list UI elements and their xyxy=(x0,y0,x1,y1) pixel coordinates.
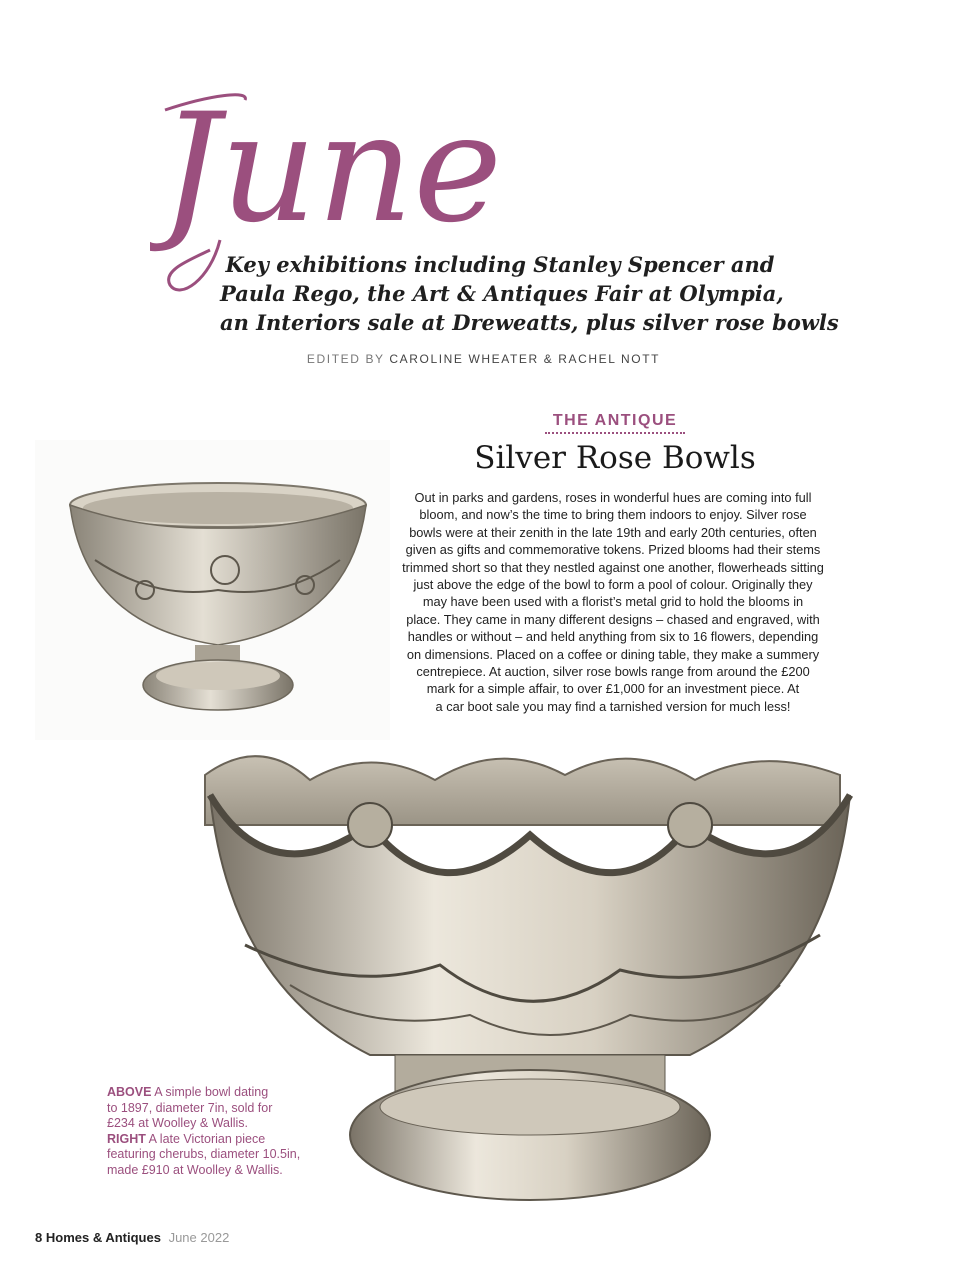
intro-deck xyxy=(220,250,839,337)
body-line: centrepiece. At auction, silver rose bowls range from around the £200 xyxy=(416,664,810,680)
issue-date: June 2022 xyxy=(168,1230,230,1245)
photo-simple-bowl xyxy=(35,440,390,740)
page-footer xyxy=(35,1230,229,1245)
magazine-name: Homes & Antiques xyxy=(45,1230,161,1245)
caption-text: to 1897, diameter 7in, sold for xyxy=(107,1100,273,1115)
byline xyxy=(0,352,967,366)
caption-right-label: RIGHT xyxy=(107,1131,146,1146)
body-line: a car boot sale you may find a tarnished version for much less! xyxy=(435,698,791,714)
body-line: on dimensions. Placed on a coffee or dining table, they make a summery xyxy=(406,646,820,662)
page-number: 8 xyxy=(35,1230,43,1245)
body-line: mark for a simple affair, to over £1,000 for an investment piece. At xyxy=(426,681,800,697)
body-line: Out in parks and gardens, roses in wonderful hues are coming into full xyxy=(414,490,812,505)
article-body xyxy=(393,489,833,715)
caption-text: £234 at Woolley & Wallis. xyxy=(107,1116,249,1131)
caption-text: A simple bowl dating xyxy=(151,1085,269,1099)
body-line: may have been used with a florist’s metal grid to hold the blooms in xyxy=(422,594,804,610)
caption-text: made £910 at Woolley & Wallis. xyxy=(107,1162,283,1177)
body-line: place. They came in many different designs – chased and engraved, with xyxy=(406,611,820,627)
byline-prefix: EDITED BY xyxy=(306,352,385,366)
intro-line: Key exhibitions including Stanley Spencer and xyxy=(225,252,775,277)
section-kicker: THE ANTIQUE xyxy=(545,412,685,434)
caption-text: featuring cherubs, diameter 10.5in, xyxy=(107,1147,301,1162)
article-headline: Silver Rose Bowls xyxy=(474,440,756,476)
caption-text: A late Victorian piece xyxy=(145,1131,266,1146)
body-line: trimmed short so that they nestled against one another, flowerheads sitting xyxy=(402,559,824,575)
caption-above-label: ABOVE xyxy=(107,1085,152,1099)
body-line: bloom, and now’s the time to bring them indoors to enjoy. Silver rose xyxy=(419,507,807,523)
title-text: June xyxy=(160,82,503,256)
photo-caption xyxy=(107,1085,307,1179)
intro-line: an Interiors sale at Dreweatts, plus silver rose bowls xyxy=(220,310,839,335)
body-line: given as gifts and commemorative tokens. Prized blooms had their stems xyxy=(405,542,821,558)
body-line: bowls were at their zenith in the late 19th and early 20th centuries, often xyxy=(409,524,817,540)
body-line: just above the edge of the bowl to form a pool of colour. Originally they xyxy=(413,577,813,593)
body-line: handles or without – and held anything from six to 16 flowers, depending xyxy=(407,629,819,645)
byline-names: CAROLINE WHEATER & RACHEL NOTT xyxy=(389,352,661,366)
intro-line: Paula Rego, the Art & Antiques Fair at Olympia, xyxy=(220,281,784,306)
